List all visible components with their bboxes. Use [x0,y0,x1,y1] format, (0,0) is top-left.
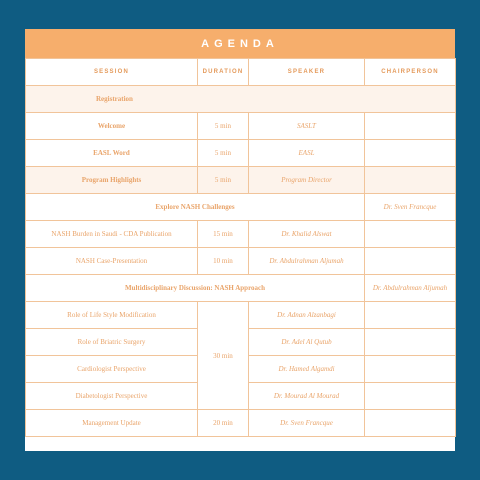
duration-cell: 5 min [198,113,249,140]
session-cell: Welcome [26,113,198,140]
agenda-table [25,58,456,437]
chair-cell [365,302,456,329]
session-cell: Program Highlights [26,167,198,194]
duration-cell: 20 min [198,410,249,437]
section-title: Explore NASH Challenges [26,194,365,221]
header-row [26,59,456,86]
section-row [26,275,456,302]
speaker-cell: EASL [249,140,365,167]
agenda-title: AGENDA [25,29,455,58]
table-row [26,167,456,194]
chair-cell [365,140,456,167]
session-cell: Role of Life Style Modification [26,302,198,329]
header-chairperson: CHAIRPERSON [365,59,456,86]
speaker-cell: Dr. Adel Al Qutub [249,329,365,356]
section-title: Multidisciplinary Discussion: NASH Approach [26,275,365,302]
table-row [26,410,456,437]
speaker-cell: SASLT [249,113,365,140]
chair-cell [365,383,456,410]
table-row [26,221,456,248]
session-cell: NASH Burden in Saudi - CDA Publication [26,221,198,248]
chair-cell [365,113,456,140]
chair-cell [365,221,456,248]
session-cell: Cardiologist Perspective [26,356,198,383]
speaker-cell: Program Director [249,167,365,194]
session-cell: NASH Case-Presentation [26,248,198,275]
section-row [26,194,456,221]
table-row [26,302,456,329]
table-row [26,113,456,140]
agenda-card [25,29,455,451]
speaker-cell: Dr. Adnan Alzanbagi [249,302,365,329]
speaker-cell: Dr. Abdulrahman Aljumah [249,248,365,275]
session-cell: EASL Word [26,140,198,167]
speaker-cell: Dr. Khalid Alswat [249,221,365,248]
duration-cell: 10 min [198,248,249,275]
speaker-cell: Dr. Sven Francque [249,410,365,437]
session-cell: Management Update [26,410,198,437]
table-row [26,248,456,275]
duration-cell: 5 min [198,167,249,194]
duration-cell: 15 min [198,221,249,248]
chair-cell [365,248,456,275]
session-cell: Diabetologist Perspective [26,383,198,410]
chair-cell: Dr. Sven Francque [365,194,456,221]
chair-cell [365,329,456,356]
speaker-cell: Dr. Hamed Algamdi [249,356,365,383]
duration-cell: 30 min [198,302,249,410]
header-speaker: SPEAKER [249,59,365,86]
chair-cell [365,410,456,437]
session-cell: Role of Briatric Surgery [26,329,198,356]
chair-cell: Dr. Abdulrahman Aljumah [365,275,456,302]
speaker-cell: Dr. Mourad Al Mourad [249,383,365,410]
duration-cell: 5 min [198,140,249,167]
header-duration: DURATION [198,59,249,86]
header-session: SESSION [26,59,198,86]
chair-cell [365,167,456,194]
table-row [26,140,456,167]
chair-cell [365,356,456,383]
session-cell: Registration [26,86,456,113]
table-row [26,86,456,113]
